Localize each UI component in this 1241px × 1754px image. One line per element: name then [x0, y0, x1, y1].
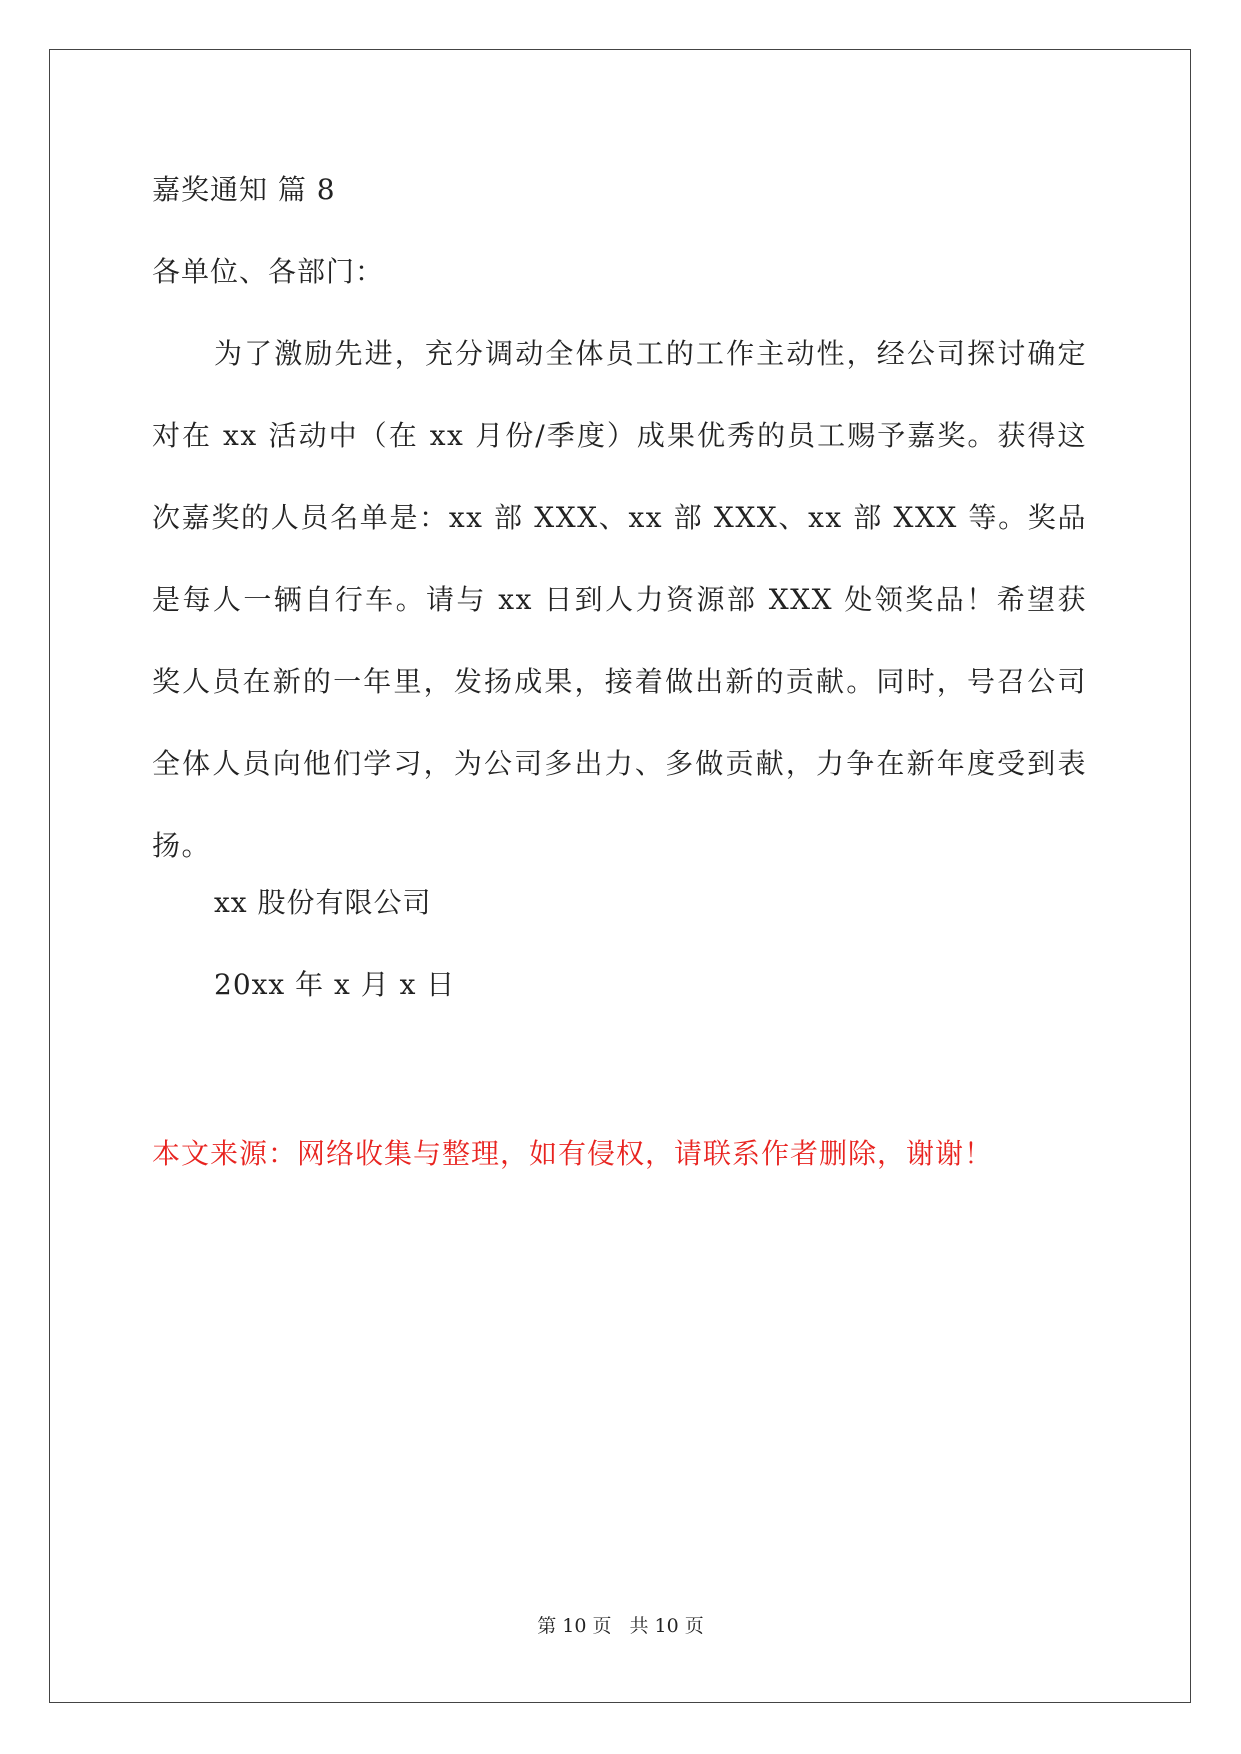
salutation: 各单位、各部门：	[152, 255, 385, 288]
source-disclaimer: 本文来源：网络收集与整理，如有侵权，请联系作者删除，谢谢！	[152, 1137, 994, 1170]
document-title: 嘉奖通知 篇 8	[152, 173, 336, 206]
page-current: 第 10 页	[537, 1615, 612, 1637]
page-number-footer	[0, 1611, 1241, 1638]
signature-company: xx 股份有限公司	[214, 886, 432, 919]
notice-paragraph: 为了激励先进，充分调动全体员工的工作主动性，经公司探讨确定对在 xx 活动中（在 xx 月份/季度）成果优秀的员工赐予嘉奖。获得这次嘉奖的人员名单是：xx 部 XXX、xx 部 XXX、xx 部 XXX 等。奖品是每人一辆自行车。请与 xx 日到人力资源部 XXX 处领奖品！希望获奖人员在新的一年里，发扬成果，接着做出新的贡献。同时，号召公司全体人员向他们学习，为公司多出力、多做贡献，力争在新年度受到表扬。	[152, 337, 1087, 862]
signature-date: 20xx 年 x 月 x 日	[214, 968, 456, 1001]
document-body	[152, 164, 1087, 1041]
page-total: 共 10 页	[629, 1615, 704, 1637]
